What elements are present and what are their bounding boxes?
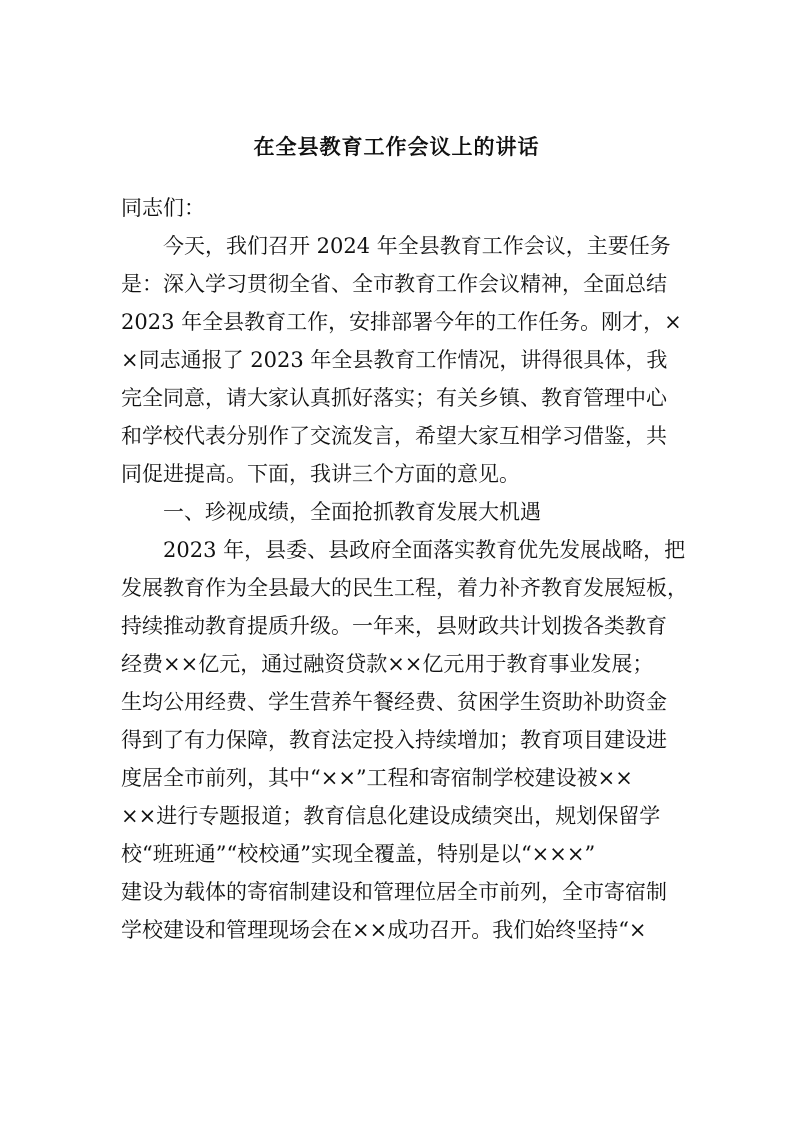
paragraph-line: 经费××亿元，通过融资贷款××亿元用于教育事业发展； — [121, 652, 654, 676]
paragraph-line: 完全同意，请大家认真抓好落实；有关乡镇、教育管理中心 — [121, 386, 667, 410]
paragraph-line: 持续推动教育提质升级。一年来，县财政共计划拨各类教育 — [121, 614, 667, 638]
paragraph-line: 发展教育作为全县最大的民生工程，着力补齐教育发展短板， — [121, 576, 688, 600]
paragraph-line: 是：深入学习贯彻全省、全市教育工作会议精神，全面总结 — [121, 272, 667, 296]
paragraph-line: ××进行专题报道；教育信息化建设成绩突出，规划保留学 — [121, 804, 661, 828]
paragraph-line: 和学校代表分别作了交流发言，希望大家互相学习借鉴，共 — [121, 424, 667, 448]
paragraph-line: 同促进提高。下面，我讲三个方面的意见。 — [121, 462, 520, 486]
paragraph-line: 学校建设和管理现场会在××成功召开。我们始终坚持“× — [121, 918, 647, 942]
paragraph-line: 校“班班通”“校校通”实现全覆盖，特别是以“×××” — [121, 842, 596, 866]
document-title: 在全县教育工作会议上的讲话 — [253, 135, 540, 159]
paragraph-line: 2023 年全县教育工作，安排部署今年的工作任务。刚才，× — [121, 310, 682, 334]
paragraph-line: 得到了有力保障，教育法定投入持续增加；教育项目建设进 — [121, 728, 667, 752]
paragraph-line: 2023 年，县委、县政府全面落实教育优先发展战略，把 — [163, 538, 686, 562]
paragraph-line: ×同志通报了 2023 年全县教育工作情况，讲得很具体，我 — [121, 348, 668, 372]
paragraph-line: 度居全市前列，其中“××”工程和寄宿制学校建设被×× — [121, 766, 633, 790]
section-heading: 一、珍视成绩，全面抢抓教育发展大机遇 — [163, 500, 541, 524]
paragraph-line: 今天，我们召开 2024 年全县教育工作会议，主要任务 — [163, 234, 671, 258]
salutation: 同志们： — [121, 196, 205, 220]
paragraph-line: 生均公用经费、学生营养午餐经费、贫困学生资助补助资金 — [121, 690, 667, 714]
paragraph-line: 建设为载体的寄宿制建设和管理位居全市前列，全市寄宿制 — [121, 880, 667, 904]
